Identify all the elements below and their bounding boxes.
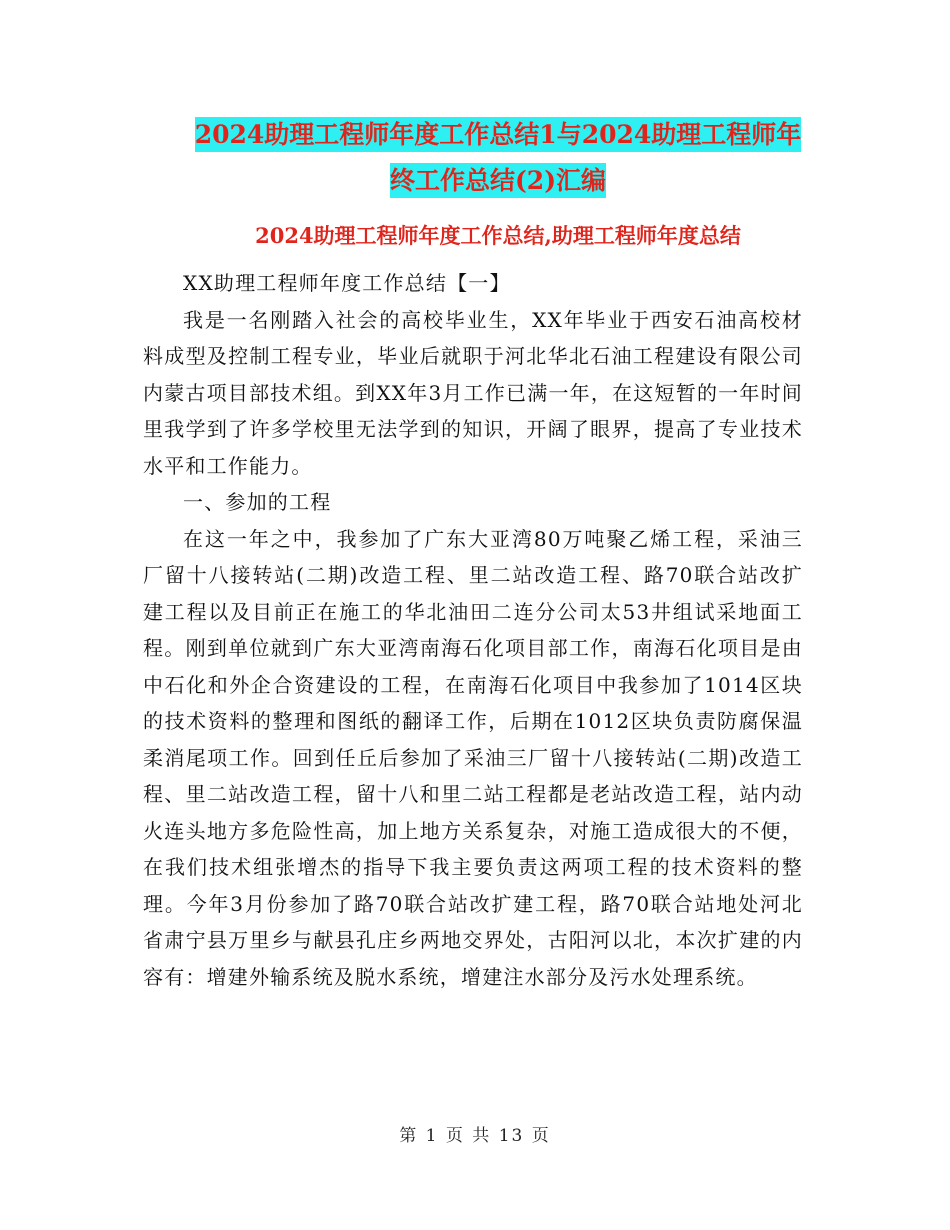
paragraph-subheading: XX助理工程师年度工作总结【一】 <box>183 271 511 295</box>
paragraph-heading-projects: 一、参加的工程 <box>183 490 332 514</box>
document-title-line-2: 终工作总结(2)汇编 <box>390 163 606 198</box>
document-body <box>143 265 803 995</box>
paragraph-projects: 在这一年之中，我参加了广东大亚湾80万吨聚乙烯工程，采油三厂留十八接转站(二期)改造工程、里二站改造工程、路70联合站改扩建工程以及目前正在施工的华北油田二连分公司太53井组试采地面工程。刚到单位就到广东大亚湾南海石化项目部工作，南海石化项目是由中石化和外企合资建设的工程，在南海石化项目中我参加了1014区块的技术资料的整理和图纸的翻译工作，后期在1012区块负责防腐保温柔消尾项工作。回到任丘后参加了采油三厂留十八接转站(二期)改造工程、里二站改造工程，留十八和里二站工程都是老站改造工程，站内动火连头地方多危险性高，加上地方关系复杂，对施工造成很大的不便，在我们技术组张增杰的指导下我主要负责这两项工程的技术资料的整理。今年3月份参加了路70联合站改扩建工程，路70联合站地处河北省肃宁县万里乡与献县孔庄乡两地交界处，古阳河以北，本次扩建的内容有：增建外输系统及脱水系统，增建注水部分及污水处理系统。 <box>143 526 803 989</box>
document-title <box>140 112 856 204</box>
document-title-line-1: 2024助理工程师年度工作总结1与2024助理工程师年 <box>195 117 802 152</box>
section-title: 2024助理工程师年度工作总结,助理工程师年度总结 <box>255 223 741 248</box>
page-footer: 第 1 页 共 13 页 <box>399 1126 551 1146</box>
paragraph-introduction: 我是一名刚踏入社会的高校毕业生，XX年毕业于西安石油高校材料成型及控制工程专业，毕业后就职于河北华北石油工程建设有限公司内蒙古项目部技术组。到XX年3月工作已满一年，在这短暂的一年时间里我学到了许多学校里无法学到的知识，开阔了眼界，提高了专业技术水平和工作能力。 <box>143 307 803 478</box>
